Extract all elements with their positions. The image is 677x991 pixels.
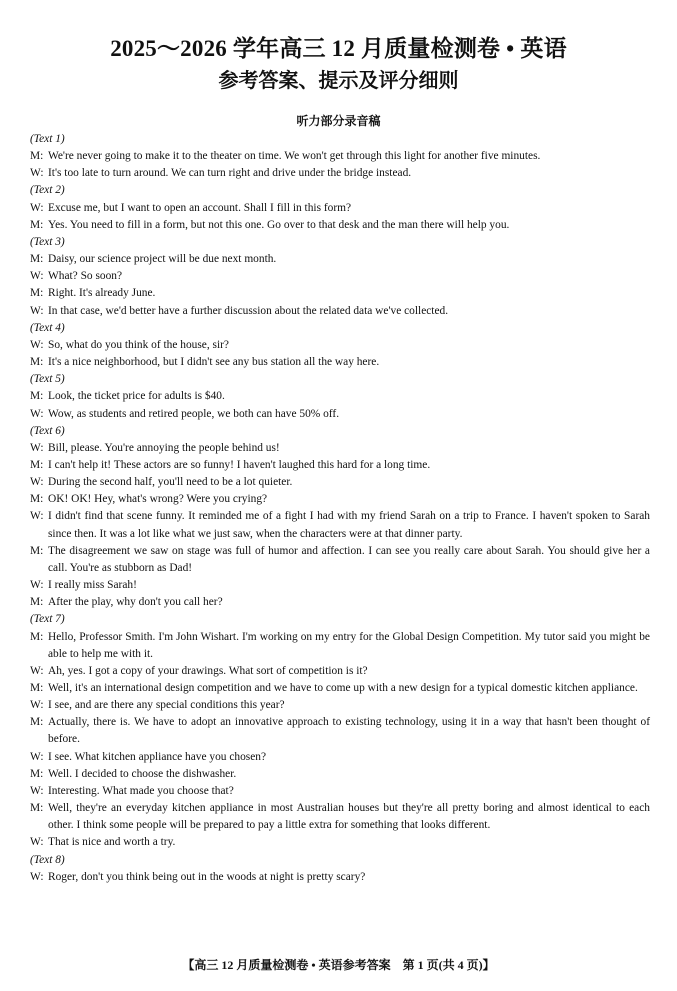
- dialogue-line: [30, 303, 650, 320]
- speaker-label: M:: [30, 596, 44, 609]
- dialogue-line: [30, 577, 650, 594]
- dialogue-text: Hello, Professor Smith. I'm John Wishart. I'm working on my entry for the Global Design Competition. My tutor said you might be able to help me with it.: [48, 630, 650, 660]
- section-heading: 听力部分录音稿: [296, 114, 381, 128]
- dialogue-text: We're never going to make it to the theater on time. We won't get through this light for another five minutes.: [48, 150, 541, 163]
- dialogue-line: [30, 766, 650, 783]
- dialogue-text: OK! OK! Hey, what's wrong? Were you crying?: [48, 493, 268, 506]
- speaker-label: W:: [30, 338, 44, 351]
- dialogue-text: I really miss Sarah!: [48, 579, 137, 592]
- dialogue-text: During the second half, you'll need to be a lot quieter.: [48, 476, 293, 489]
- dialogue-line: [30, 474, 650, 491]
- speaker-label: W:: [30, 407, 44, 420]
- dialogue-text: Well, they're an everyday kitchen appliance in most Australian houses but they're all pretty boring and almost identical to each other. I think some people will be prepared to pay a little extra for something that looks different.: [48, 802, 650, 832]
- dialogue-line: [30, 251, 650, 268]
- dialogue-text: Actually, there is. We have to adopt an innovative approach to existing technology, using it in a way that hasn't been thought of before.: [48, 716, 650, 746]
- dialogue-line: [30, 406, 650, 423]
- dialogue-text: It's too late to turn around. We can turn right and drive under the bridge instead.: [48, 167, 412, 180]
- dialogue-line: [30, 749, 650, 766]
- speaker-label: W:: [30, 476, 44, 489]
- text-heading: (Text 4): [30, 321, 65, 334]
- dialogue-text: Excuse me, but I want to open an account. Shall I fill in this form?: [48, 201, 352, 214]
- dialogue-text: Interesting. What made you choose that?: [48, 784, 234, 797]
- dialogue-text: Well, it's an international design competition and we have to come up with a new design for a typical domestic kitchen appliance.: [48, 682, 638, 694]
- text-heading: (Text 2): [30, 184, 65, 197]
- text-heading: (Text 8): [30, 853, 65, 866]
- text-heading: (Text 1): [30, 133, 65, 145]
- speaker-label: M:: [30, 493, 44, 506]
- speaker-label: W:: [30, 699, 44, 712]
- speaker-label: M:: [30, 150, 44, 163]
- dialogue-text: Yes. You need to fill in a form, but not this one. Go over to that desk and the man there will help you.: [48, 218, 510, 231]
- dialogue-line: [30, 697, 650, 714]
- dialogue-line: [30, 200, 650, 217]
- dialogue-text: In that case, we'd better have a further discussion about the related data we've collected.: [48, 304, 449, 317]
- dialogue-line: [30, 337, 650, 354]
- document-title: 2025～2026 学年高三 12 月质量检测卷 • 英语: [110, 36, 567, 61]
- speaker-label: M:: [30, 218, 44, 231]
- speaker-label: W:: [30, 441, 44, 454]
- speaker-label: W:: [30, 304, 44, 317]
- dialogue-line: [30, 508, 650, 542]
- speaker-label: W:: [30, 664, 44, 677]
- dialogue-text: I can't help it! These actors are so funny! I haven't laughed this hard for a long time.: [48, 458, 431, 471]
- dialogue-text: That is nice and worth a try.: [48, 836, 176, 849]
- dialogue-line: [30, 440, 650, 457]
- dialogue-text: I didn't find that scene funny. It reminded me of a fight I had with my friend Sarah on a trip to France. I haven't spoken to Sarah since then. It was a lot like what we just saw, when the characters were at that dinner party.: [48, 510, 650, 540]
- document-subtitle: 参考答案、提示及评分细则: [218, 70, 459, 92]
- dialogue-text: Daisy, our science project will be due next month.: [48, 253, 277, 266]
- speaker-label: W:: [30, 870, 44, 883]
- dialogue-line: [30, 388, 650, 405]
- speaker-label: W:: [30, 510, 44, 523]
- dialogue-line: [30, 783, 650, 800]
- dialogue-text: Ah, yes. I got a copy of your drawings. What sort of competition is it?: [48, 664, 368, 677]
- speaker-label: M:: [30, 682, 44, 694]
- dialogue-line: [30, 680, 650, 697]
- dialogue-line: [30, 268, 650, 285]
- speaker-label: W:: [30, 836, 44, 849]
- dialogue-text: Well. I decided to choose the dishwasher.: [48, 767, 237, 780]
- dialogue-line: [30, 457, 650, 474]
- dialogue-text: Wow, as students and retired people, we both can have 50% off.: [48, 407, 340, 420]
- dialogue-text: So, what do you think of the house, sir?: [48, 338, 229, 351]
- dialogue-text: Bill, please. You're annoying the people behind us!: [48, 441, 280, 454]
- dialogue-line: [30, 834, 650, 851]
- dialogue-text: It's a nice neighborhood, but I didn't see any bus station all the way here.: [48, 356, 380, 369]
- speaker-label: M:: [30, 544, 44, 557]
- dialogue-line: [30, 217, 650, 234]
- transcript-body: [30, 131, 650, 886]
- speaker-label: M:: [30, 630, 44, 643]
- dialogue-text: What? So soon?: [48, 270, 123, 283]
- dialogue-line: [30, 148, 650, 165]
- dialogue-line: [30, 285, 650, 302]
- speaker-label: W:: [30, 750, 44, 763]
- dialogue-text: I see, and are there any special conditions this year?: [48, 699, 285, 712]
- dialogue-line: [30, 165, 650, 182]
- dialogue-line: [30, 663, 650, 680]
- speaker-label: M:: [30, 253, 44, 266]
- speaker-label: M:: [30, 287, 44, 300]
- speaker-label: W:: [30, 579, 44, 592]
- dialogue-line: [30, 543, 650, 577]
- dialogue-line: [30, 714, 650, 748]
- dialogue-line: [30, 869, 650, 886]
- speaker-label: M:: [30, 767, 44, 780]
- speaker-label: M:: [30, 390, 44, 403]
- speaker-label: M:: [30, 716, 44, 729]
- speaker-label: M:: [30, 356, 44, 369]
- page-footer: 【高三 12 月质量检测卷 • 英语参考答案 第 1 页(共 4 页)】: [182, 958, 495, 972]
- dialogue-text: I see. What kitchen appliance have you chosen?: [48, 750, 267, 763]
- speaker-label: W:: [30, 167, 44, 180]
- dialogue-text: The disagreement we saw on stage was full of humor and affection. I can see you really care about Sarah. You should give her a call. You're as stubborn as Dad!: [48, 544, 650, 574]
- speaker-label: M:: [30, 458, 44, 471]
- dialogue-text: After the play, why don't you call her?: [48, 596, 223, 609]
- dialogue-line: [30, 354, 650, 371]
- text-heading: (Text 6): [30, 424, 65, 437]
- dialogue-line: [30, 491, 650, 508]
- text-heading: (Text 5): [30, 373, 65, 386]
- dialogue-text: Roger, don't you think being out in the woods at night is pretty scary?: [48, 870, 366, 883]
- speaker-label: W:: [30, 784, 44, 797]
- dialogue-text: Right. It's already June.: [48, 287, 156, 300]
- dialogue-line: [30, 800, 650, 834]
- dialogue-line: [30, 594, 650, 611]
- text-heading: (Text 3): [30, 235, 65, 248]
- speaker-label: M:: [30, 802, 44, 815]
- dialogue-line: [30, 629, 650, 663]
- text-heading: (Text 7): [30, 613, 65, 626]
- speaker-label: W:: [30, 201, 44, 214]
- dialogue-text: Look, the ticket price for adults is $40.: [48, 390, 225, 403]
- speaker-label: W:: [30, 270, 44, 283]
